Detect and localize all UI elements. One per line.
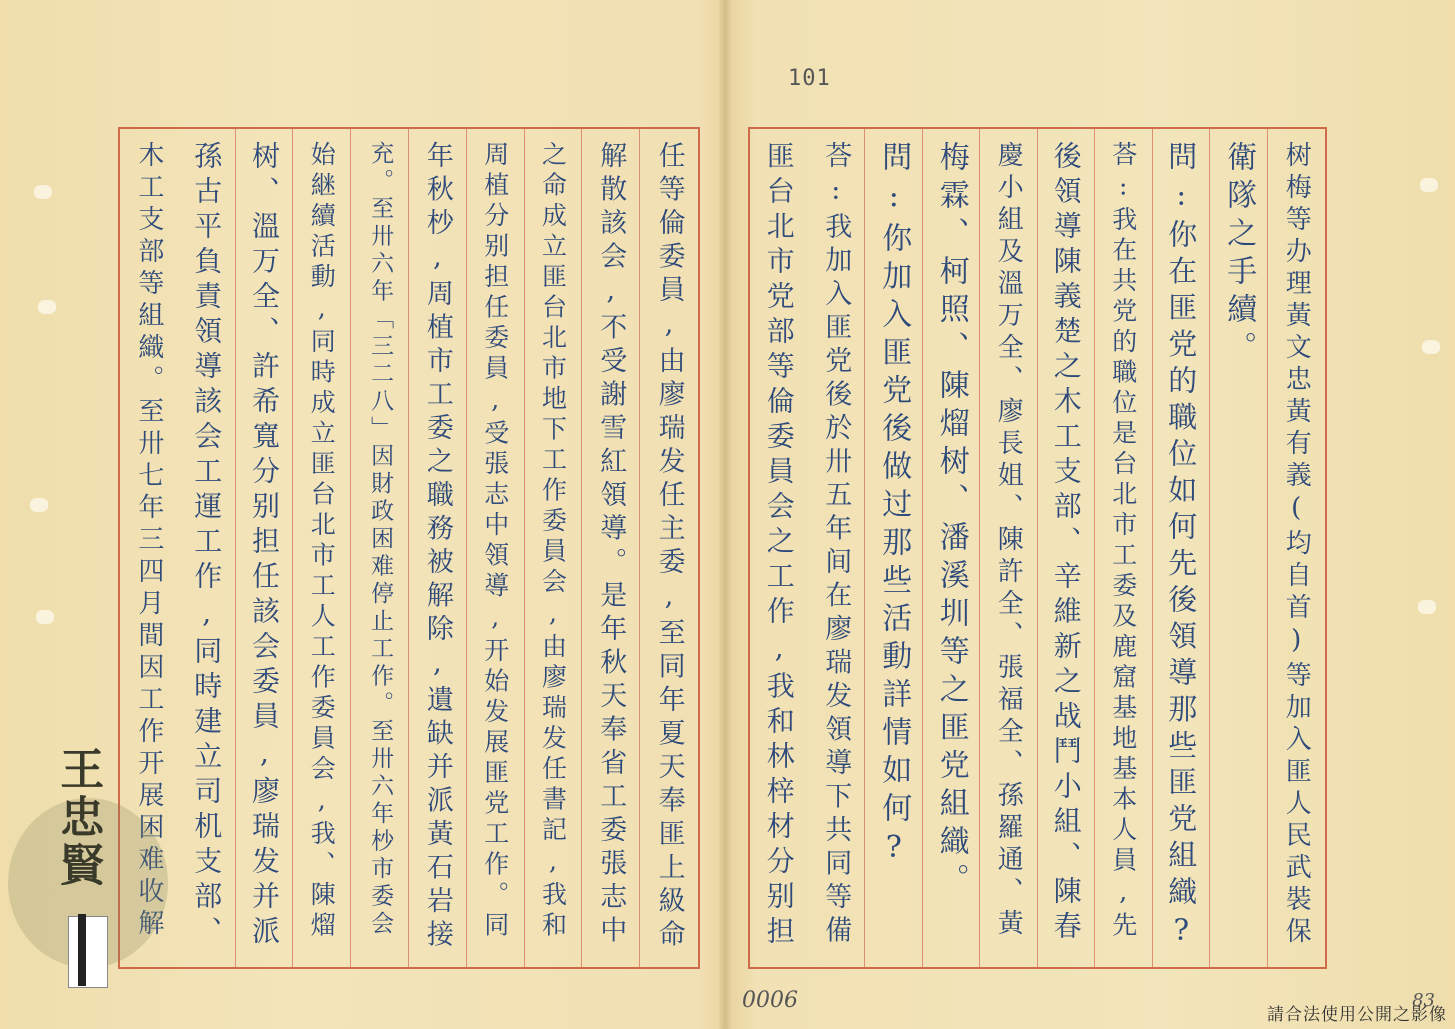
punch-hole xyxy=(30,498,48,512)
page-number: 101 xyxy=(788,66,831,91)
left-page-column-text: 始継續活動,同時成立匪台北市工人工作委員会,我、陳熘 xyxy=(307,141,337,942)
right-page-column-text: 衛隊之手續。 xyxy=(1221,141,1257,369)
right-page-column xyxy=(1210,129,1268,967)
left-page-column-text: 树、溫万全、許希寬分别担任該会委員,廖瑞发并派 xyxy=(247,141,281,951)
right-page-column xyxy=(808,129,866,967)
punch-hole xyxy=(1422,340,1440,354)
left-page-column xyxy=(236,129,294,967)
right-page-column-text: 梅霖、柯照、陳熘树、潘溪圳等之匪党組織。 xyxy=(933,141,969,901)
left-page-column xyxy=(351,129,409,967)
right-page-frame xyxy=(748,127,1327,969)
right-page-column xyxy=(980,129,1038,967)
page-gutter xyxy=(718,0,732,1029)
right-page-column-text: 慶小組及溫万全、廖長姐、陳許全、張福全、孫羅通、黃 xyxy=(993,141,1024,941)
right-page-column xyxy=(750,129,808,967)
name-stamp xyxy=(48,738,132,988)
left-page-column xyxy=(640,129,698,967)
right-page-column-text: 匪台北市党部等倫委員会之工作,我和林梓材分别担 xyxy=(762,141,796,951)
left-page-column xyxy=(467,129,525,967)
right-page-column-text: 問:你在匪党的職位如何先後領導那些匪党組織? xyxy=(1164,141,1199,954)
right-page-column-text: 荅:我加入匪党後於卅五年间在廖瑞发領導下共同等備 xyxy=(820,141,852,949)
right-page-column xyxy=(865,129,923,967)
punch-hole xyxy=(1418,600,1436,614)
watermark-text: 請合法使用公開之影像 xyxy=(1267,1005,1447,1025)
right-page-column xyxy=(1153,129,1211,967)
right-page-column-text: 問:你加入匪党後做过那些活動詳情如何? xyxy=(876,141,912,873)
punch-hole xyxy=(38,300,56,314)
side-number: 83 xyxy=(1412,990,1435,1011)
left-page-column-text: 木工支部等組織。至卅七年三四月間因工作开展困难收解 xyxy=(133,141,164,941)
left-page-column-text: 孫古平負責領導該会工運工作,同時建立司机支部、 xyxy=(190,141,224,951)
left-page-column xyxy=(525,129,583,967)
stamp-block xyxy=(68,916,108,988)
left-page-frame xyxy=(118,127,700,969)
left-page-column-text: 周植分别担任委員,受張志中領導,开始发展匪党工作。同 xyxy=(480,141,510,942)
left-page-column xyxy=(582,129,640,967)
right-page-column xyxy=(1095,129,1153,967)
left-page-column-text: 解散該会,不受謝雪紅領導。是年秋天奉省工委張志中 xyxy=(595,141,627,949)
right-page-column xyxy=(1268,129,1326,967)
right-page-column-text: 後領導陳義楚之木工支部、辛維新之战鬥小組、陳春 xyxy=(1049,141,1083,946)
punch-hole xyxy=(1420,178,1438,192)
right-page-column-text: 树梅等办理黃文忠黃有義(均自首)等加入匪人民武裝保 xyxy=(1281,141,1312,949)
stamp-name: 王忠賢 xyxy=(52,746,104,890)
right-page-column xyxy=(923,129,981,967)
left-page-column xyxy=(409,129,467,967)
left-page-column-text: 之命成立匪台北市地下工作委員会,由廖瑞发任書記,我和 xyxy=(538,141,568,942)
left-page-column-text: 年秋杪,周植市工委之職務被解除,遺缺并派黃石岩接 xyxy=(421,141,453,953)
left-page-column xyxy=(178,129,236,967)
handwritten-note: 0006 xyxy=(742,988,798,1013)
punch-hole xyxy=(34,185,52,199)
right-page-column xyxy=(1038,129,1096,967)
left-page-column xyxy=(293,129,351,967)
right-page-column-text: 荅:我在共党的職位是台北市工委及鹿窟基地基本人員,先 xyxy=(1108,141,1138,942)
punch-hole xyxy=(36,610,54,624)
left-page-column-text: 充。至卅六年「三二八」因財政困难停止工作。至卅六年杪市委会 xyxy=(367,141,394,939)
left-page-column-text: 任等倫委員,由廖瑞发任主委,至同年夏天奉匪上級命 xyxy=(653,141,685,953)
stamp-bar xyxy=(78,914,86,986)
